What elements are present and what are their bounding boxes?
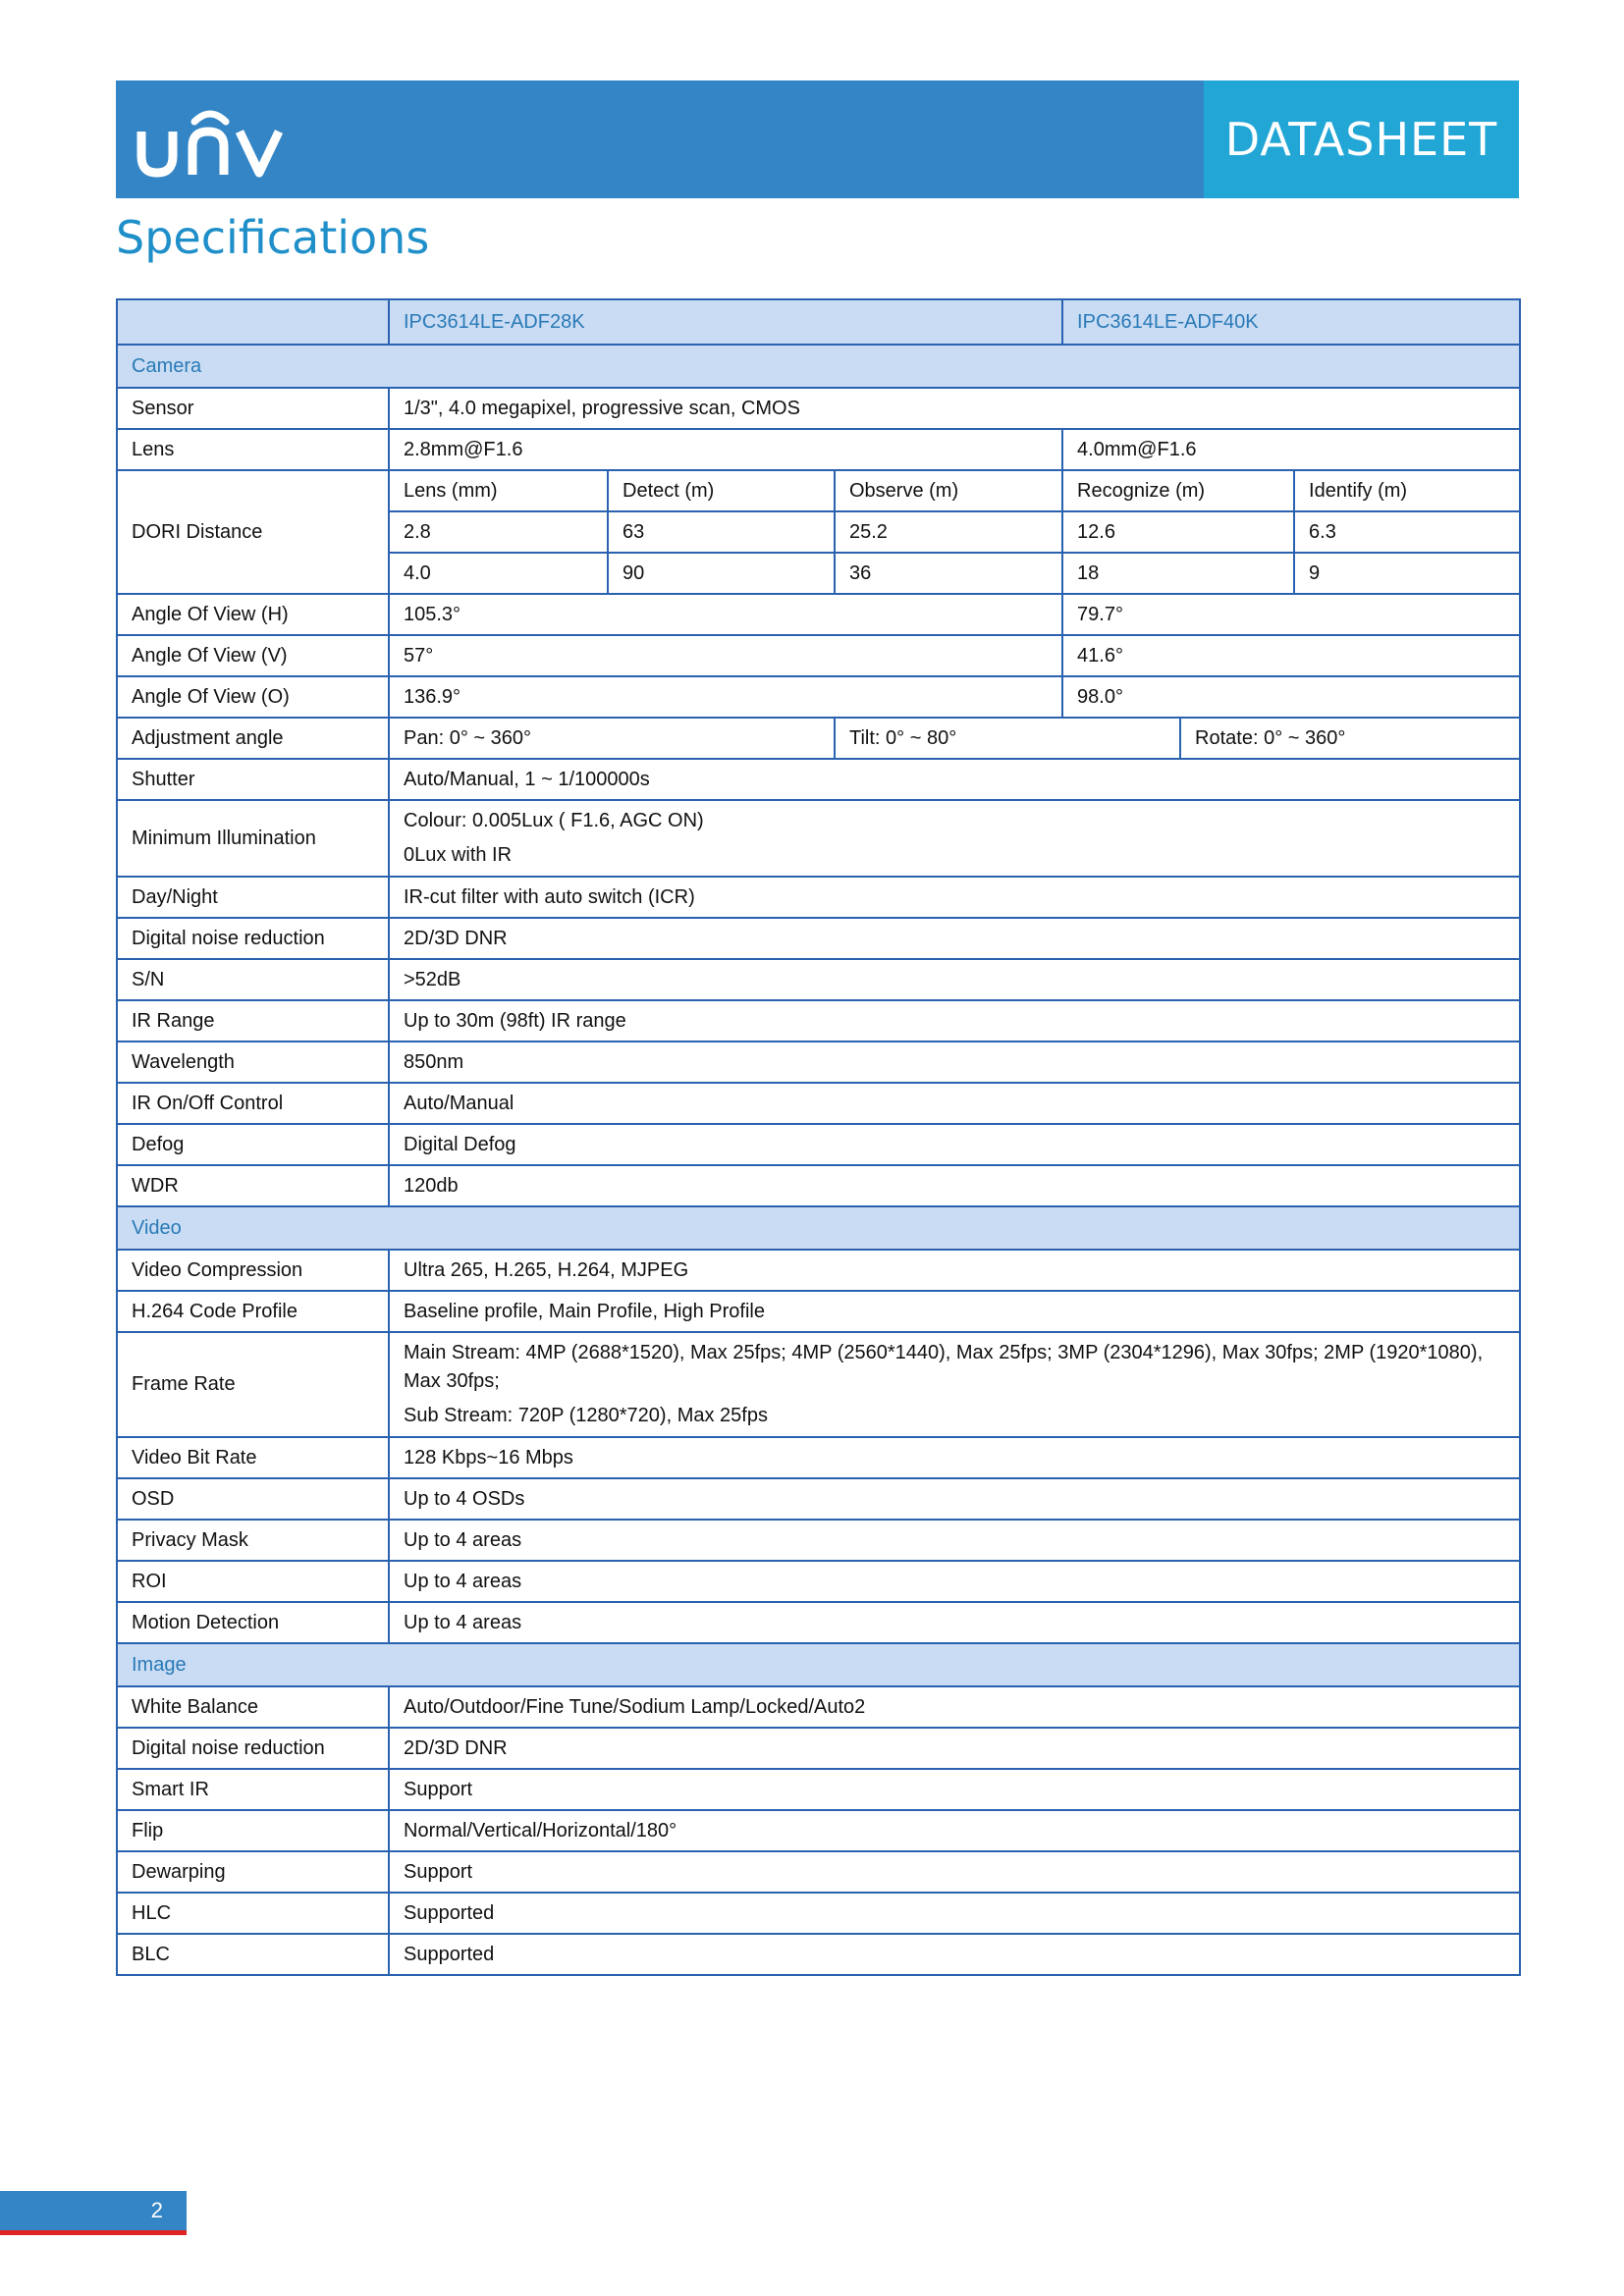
row-label: Angle Of View (V) <box>117 635 389 676</box>
table-row <box>117 1686 1520 1728</box>
row-label: Frame Rate <box>117 1332 389 1437</box>
table-row <box>117 1520 1520 1561</box>
page-number-box <box>0 2191 187 2230</box>
row-value: 79.7° <box>1062 594 1520 635</box>
row-value <box>389 1332 1520 1437</box>
table-row <box>117 1561 1520 1602</box>
model-1-header: IPC3614LE-ADF28K <box>389 299 1062 345</box>
row-value: 850nm <box>389 1041 1520 1083</box>
row-value: Up to 30m (98ft) IR range <box>389 1000 1520 1041</box>
datasheet-label: DATASHEET <box>1224 113 1498 166</box>
row-value: >52dB <box>389 959 1520 1000</box>
row-label: HLC <box>117 1893 389 1934</box>
table-row <box>117 388 1520 429</box>
row-label: Video Bit Rate <box>117 1437 389 1478</box>
row-value: Normal/Vertical/Horizontal/180° <box>389 1810 1520 1851</box>
row-label: IR On/Off Control <box>117 1083 389 1124</box>
row-label: Angle Of View (H) <box>117 594 389 635</box>
tilt-value: Tilt: 0° ~ 80° <box>835 718 1180 759</box>
table-row <box>117 1769 1520 1810</box>
spec-table <box>116 298 1521 1976</box>
row-value <box>389 800 1520 877</box>
row-value: 2.8mm@F1.6 <box>389 429 1062 470</box>
row-label: Shutter <box>117 759 389 800</box>
section-video <box>117 1206 1520 1250</box>
table-row <box>117 1083 1520 1124</box>
table-row <box>117 429 1520 470</box>
dori-cell: 18 <box>1062 553 1294 594</box>
footer-accent-line <box>0 2230 187 2235</box>
dori-cell: 36 <box>835 553 1062 594</box>
row-value: 4.0mm@F1.6 <box>1062 429 1520 470</box>
row-value: Up to 4 areas <box>389 1561 1520 1602</box>
dori-cell: 63 <box>608 511 835 553</box>
row-label: ROI <box>117 1561 389 1602</box>
dori-header-row <box>117 470 1520 511</box>
table-row <box>117 1851 1520 1893</box>
row-label: IR Range <box>117 1000 389 1041</box>
table-row <box>117 594 1520 635</box>
row-value: Up to 4 areas <box>389 1520 1520 1561</box>
dori-header: Observe (m) <box>835 470 1062 511</box>
table-row <box>117 1478 1520 1520</box>
section-title: Camera <box>117 345 1520 388</box>
dori-cell: 12.6 <box>1062 511 1294 553</box>
row-label: Dewarping <box>117 1851 389 1893</box>
table-row <box>117 718 1520 759</box>
row-label: Digital noise reduction <box>117 1728 389 1769</box>
section-title: Image <box>117 1643 1520 1686</box>
dori-cell: 90 <box>608 553 835 594</box>
table-row <box>117 877 1520 918</box>
row-label: Wavelength <box>117 1041 389 1083</box>
dori-header: Lens (mm) <box>389 470 608 511</box>
row-value: Support <box>389 1851 1520 1893</box>
table-row <box>117 1893 1520 1934</box>
pan-value: Pan: 0° ~ 360° <box>389 718 835 759</box>
row-value: 57° <box>389 635 1062 676</box>
row-value: 98.0° <box>1062 676 1520 718</box>
row-label: Smart IR <box>117 1769 389 1810</box>
row-value: 1/3", 4.0 megapixel, progressive scan, CMOS <box>389 388 1520 429</box>
row-label: Adjustment angle <box>117 718 389 759</box>
dori-cell: 25.2 <box>835 511 1062 553</box>
dori-cell: 9 <box>1294 553 1520 594</box>
row-value: 105.3° <box>389 594 1062 635</box>
row-label: OSD <box>117 1478 389 1520</box>
row-value: Supported <box>389 1934 1520 1975</box>
row-value: Auto/Outdoor/Fine Tune/Sodium Lamp/Locked/Auto2 <box>389 1686 1520 1728</box>
dori-header: Identify (m) <box>1294 470 1520 511</box>
row-value: Support <box>389 1769 1520 1810</box>
table-row <box>117 1602 1520 1643</box>
row-label: Video Compression <box>117 1250 389 1291</box>
value-line: Colour: 0.005Lux ( F1.6, AGC ON) <box>404 810 704 831</box>
row-value: Supported <box>389 1893 1520 1934</box>
dori-cell: 4.0 <box>389 553 608 594</box>
table-row <box>117 918 1520 959</box>
row-label: White Balance <box>117 1686 389 1728</box>
page-title: Specifications <box>116 211 430 264</box>
table-row <box>117 1728 1520 1769</box>
table-row <box>117 635 1520 676</box>
table-row <box>117 1165 1520 1206</box>
row-label: Angle Of View (O) <box>117 676 389 718</box>
row-label: Digital noise reduction <box>117 918 389 959</box>
dori-cell: 2.8 <box>389 511 608 553</box>
row-value: 128 Kbps~16 Mbps <box>389 1437 1520 1478</box>
row-label: Flip <box>117 1810 389 1851</box>
table-row <box>117 1810 1520 1851</box>
value-line: 0Lux with IR <box>404 844 513 866</box>
rotate-value: Rotate: 0° ~ 360° <box>1180 718 1520 759</box>
table-row <box>117 1437 1520 1478</box>
table-row <box>117 1332 1520 1437</box>
table-row <box>117 1041 1520 1083</box>
row-value: Ultra 265, H.265, H.264, MJPEG <box>389 1250 1520 1291</box>
model-header-row <box>117 299 1520 345</box>
row-label: Sensor <box>117 388 389 429</box>
table-row <box>117 676 1520 718</box>
row-label: Motion Detection <box>117 1602 389 1643</box>
row-value: Up to 4 OSDs <box>389 1478 1520 1520</box>
row-label: Day/Night <box>117 877 389 918</box>
row-label: Minimum Illumination <box>117 800 389 877</box>
page-number: 2 <box>150 2198 163 2222</box>
row-value: 136.9° <box>389 676 1062 718</box>
header-banner <box>116 80 1519 198</box>
row-value: 120db <box>389 1165 1520 1206</box>
row-value: 2D/3D DNR <box>389 918 1520 959</box>
row-label: S/N <box>117 959 389 1000</box>
row-value: Digital Defog <box>389 1124 1520 1165</box>
section-camera <box>117 345 1520 388</box>
dori-cell: 6.3 <box>1294 511 1520 553</box>
dori-header: Recognize (m) <box>1062 470 1294 511</box>
row-value: 41.6° <box>1062 635 1520 676</box>
row-label: DORI Distance <box>117 470 389 594</box>
table-row <box>117 1250 1520 1291</box>
section-title: Video <box>117 1206 1520 1250</box>
row-value: Auto/Manual, 1 ~ 1/100000s <box>389 759 1520 800</box>
table-row <box>117 1934 1520 1975</box>
row-value: Auto/Manual <box>389 1083 1520 1124</box>
row-label: WDR <box>117 1165 389 1206</box>
row-label: H.264 Code Profile <box>117 1291 389 1332</box>
table-row <box>117 959 1520 1000</box>
row-label: Defog <box>117 1124 389 1165</box>
row-label: Privacy Mask <box>117 1520 389 1561</box>
row-value: IR-cut filter with auto switch (ICR) <box>389 877 1520 918</box>
row-label: BLC <box>117 1934 389 1975</box>
header-empty-cell <box>117 299 389 345</box>
table-row <box>117 800 1520 877</box>
dori-header: Detect (m) <box>608 470 835 511</box>
unv-logo <box>135 102 285 181</box>
table-row <box>117 759 1520 800</box>
table-row <box>117 1000 1520 1041</box>
row-value: Baseline profile, Main Profile, High Profile <box>389 1291 1520 1332</box>
table-row <box>117 1124 1520 1165</box>
section-image <box>117 1643 1520 1686</box>
row-value: Up to 4 areas <box>389 1602 1520 1643</box>
model-2-header: IPC3614LE-ADF40K <box>1062 299 1520 345</box>
table-row <box>117 1291 1520 1332</box>
datasheet-badge <box>1204 80 1519 198</box>
row-value: 2D/3D DNR <box>389 1728 1520 1769</box>
value-line: Sub Stream: 720P (1280*720), Max 25fps <box>404 1405 768 1426</box>
value-line: Main Stream: 4MP (2688*1520), Max 25fps; 4MP (2560*1440), Max 25fps; 3MP (2304*1296), Max 30fps; 2MP (1920*1080), Max 30fps; <box>404 1342 1484 1392</box>
row-label: Lens <box>117 429 389 470</box>
